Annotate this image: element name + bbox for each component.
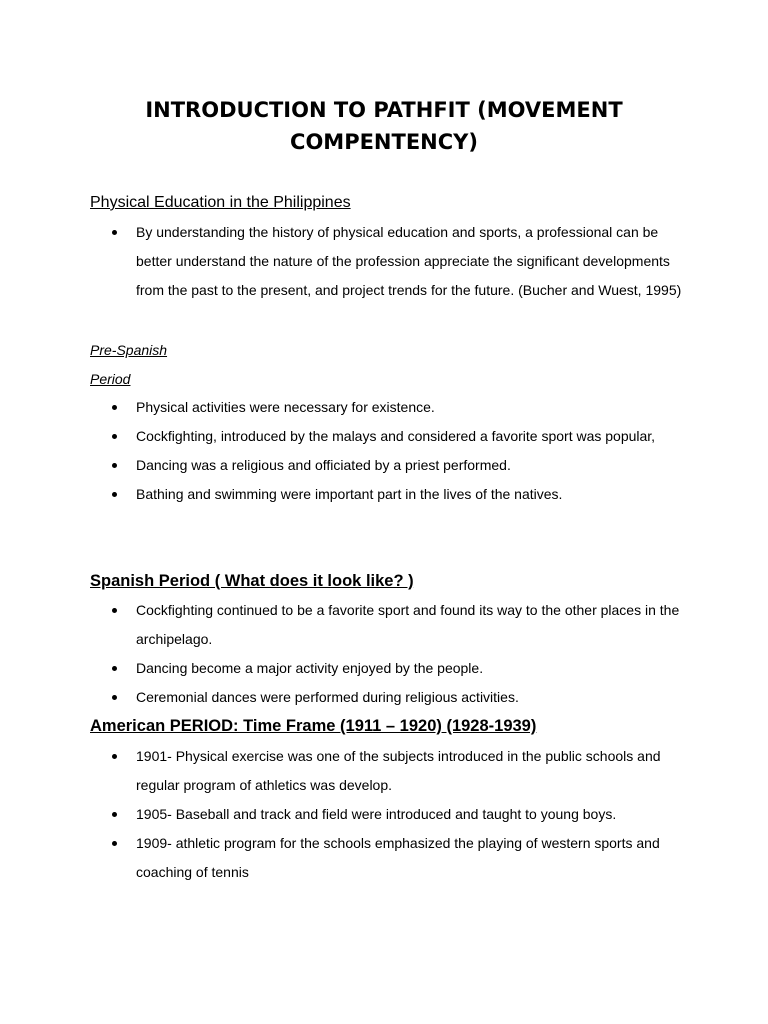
- section-heading-spanish: Spanish Period ( What does it look like? ): [90, 572, 414, 590]
- american-bullet-list: [90, 742, 690, 887]
- section-heading-pre-spanish-period: Period: [90, 371, 131, 387]
- section-heading-philippines: Physical Education in the Philippines: [90, 194, 351, 211]
- list-item: 1905- Baseball and track and field were introduced and taught to young boys.: [90, 800, 690, 829]
- list-item: By understanding the history of physical education and sports, a professional can be better understand the nature of the profession appreciate the significant developments from the past to the present, and project trends for the future. (Bucher and Wuest, 1995): [90, 218, 690, 305]
- list-item: Physical activities were necessary for existence.: [90, 393, 690, 422]
- list-item: Cockfighting continued to be a favorite sport and found its way to the other places in the archipelago.: [90, 596, 690, 654]
- list-item: Ceremonial dances were performed during religious activities.: [90, 683, 690, 712]
- pre-spanish-bullet-list: [90, 393, 690, 509]
- list-item: Dancing was a religious and officiated by a priest performed.: [90, 451, 690, 480]
- list-item: Dancing become a major activity enjoyed by the people.: [90, 654, 690, 683]
- list-item: Bathing and swimming were important part in the lives of the natives.: [90, 480, 690, 509]
- philippines-bullet-list: [90, 218, 690, 305]
- section-heading-pre-spanish: Pre-Spanish: [90, 342, 168, 358]
- list-item: Cockfighting, introduced by the malays and considered a favorite sport was popular,: [90, 422, 690, 451]
- list-item: 1901- Physical exercise was one of the subjects introduced in the public schools and regular program of athletics was develop.: [90, 742, 690, 800]
- section-heading-american: American PERIOD: Time Frame (1911 – 1920) (1928-1939): [90, 717, 537, 735]
- list-item: 1909- athletic program for the schools emphasized the playing of western sports and coaching of tennis: [90, 829, 690, 887]
- spanish-bullet-list: [90, 596, 690, 712]
- document-title: INTRODUCTION TO PATHFIT (MOVEMENT COMPENTENCY): [145, 98, 623, 154]
